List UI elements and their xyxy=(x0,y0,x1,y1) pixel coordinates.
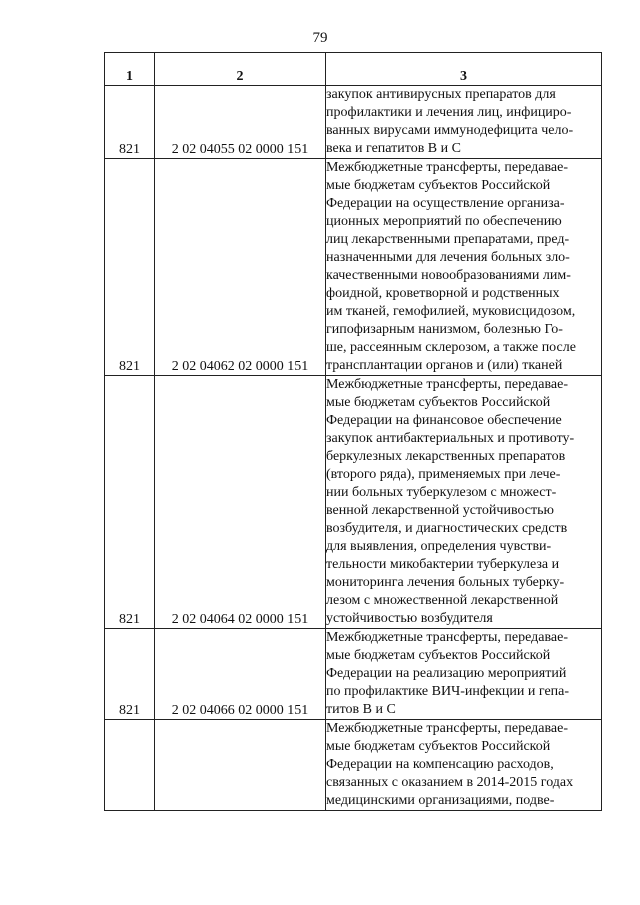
description-line: лиц лекарственными препаратами, пред- xyxy=(326,232,570,247)
budget-code-cell: 2 02 04062 02 0000 151 xyxy=(155,159,326,376)
description-line: фоидной, кроветворной и родственных xyxy=(326,286,560,301)
description-line: медицинскими организациями, подве- xyxy=(326,793,555,808)
description-line: Межбюджетные трансферты, передавае- xyxy=(326,377,568,392)
description-line: назначенными для лечения больных зло- xyxy=(326,250,570,265)
description-line: мые бюджетам субъектов Российской xyxy=(326,395,551,410)
description-line: по профилактике ВИЧ-инфекции и гепа- xyxy=(326,684,570,699)
description-line: возбудителя, и диагностических средств xyxy=(326,521,568,536)
administrator-code-cell: 821 xyxy=(105,629,155,720)
description-line: Межбюджетные трансферты, передавае- xyxy=(326,630,568,645)
table-row xyxy=(105,720,602,811)
description-line: мые бюджетам субъектов Российской xyxy=(326,178,551,193)
description-line: Федерации на финансовое обеспечение xyxy=(326,413,562,428)
revenue-description-cell xyxy=(326,720,602,811)
budget-code-cell: 2 02 04064 02 0000 151 xyxy=(155,376,326,629)
description-line: лезом с множественной лекарственной xyxy=(326,593,559,608)
revenue-description-cell xyxy=(326,159,602,376)
revenue-description-cell xyxy=(326,629,602,720)
budget-code-cell: 2 02 04066 02 0000 151 xyxy=(155,629,326,720)
column-header-1: 1 xyxy=(105,53,155,86)
description-line: ционных мероприятий по обеспечению xyxy=(326,214,562,229)
budget-classification-table xyxy=(104,52,602,811)
description-line: закупок антивирусных препаратов для xyxy=(326,87,556,102)
description-line: Межбюджетные трансферты, передавае- xyxy=(326,160,568,175)
description-line: мые бюджетам субъектов Российской xyxy=(326,739,551,754)
description-line: мониторинга лечения больных туберку- xyxy=(326,575,565,590)
description-line: качественными новообразованиями лим- xyxy=(326,268,571,283)
table-row xyxy=(105,376,602,629)
column-header-3: 3 xyxy=(326,53,602,86)
description-line: профилактики и лечения лиц, инфициро- xyxy=(326,105,572,120)
budget-code-cell: 2 02 04055 02 0000 151 xyxy=(155,86,326,159)
revenue-description-cell xyxy=(326,86,602,159)
description-line: ванных вирусами иммунодефицита чело- xyxy=(326,123,574,138)
description-line: гипофизарным нанизмом, болезнью Го- xyxy=(326,322,563,337)
description-line: связанных с оказанием в 2014-2015 годах xyxy=(326,775,574,790)
table-body xyxy=(105,86,602,811)
description-line: века и гепатитов В и С xyxy=(326,141,461,156)
description-line: для выявления, определения чувстви- xyxy=(326,539,552,554)
description-line: мые бюджетам субъектов Российской xyxy=(326,648,551,663)
budget-code-cell xyxy=(155,720,326,811)
description-line: венной лекарственной устойчивостью xyxy=(326,503,554,518)
description-line: титов В и С xyxy=(326,702,396,717)
table-row xyxy=(105,86,602,159)
description-line: нии больных туберкулезом с множест- xyxy=(326,485,557,500)
administrator-code-cell: 821 xyxy=(105,376,155,629)
description-line: им тканей, гемофилией, муковисцидозом, xyxy=(326,304,576,319)
table-header-row xyxy=(105,53,602,86)
description-line: устойчивостью возбудителя xyxy=(326,611,493,626)
administrator-code-cell: 821 xyxy=(105,86,155,159)
description-line: закупок антибактериальных и противоту- xyxy=(326,431,575,446)
administrator-code-cell xyxy=(105,720,155,811)
description-line: тельности микобактерии туберкулеза и xyxy=(326,557,560,572)
column-header-2: 2 xyxy=(155,53,326,86)
description-line: ше, рассеянным склерозом, а также после xyxy=(326,340,576,355)
description-line: (второго ряда), применяемых при лечe- xyxy=(326,467,561,482)
administrator-code-cell: 821 xyxy=(105,159,155,376)
table-row xyxy=(105,159,602,376)
revenue-description-cell xyxy=(326,376,602,629)
table-row xyxy=(105,629,602,720)
page-number: 79 xyxy=(312,30,328,46)
description-line: трансплантации органов и (или) тканей xyxy=(326,358,563,373)
description-line: Федерации на компенсацию расходов, xyxy=(326,757,554,772)
description-line: беркулезных лекарственных препаратов xyxy=(326,449,566,464)
description-line: Федерации на реализацию мероприятий xyxy=(326,666,567,681)
description-line: Федерации на осуществление организа- xyxy=(326,196,565,211)
description-line: Межбюджетные трансферты, передавае- xyxy=(326,721,568,736)
